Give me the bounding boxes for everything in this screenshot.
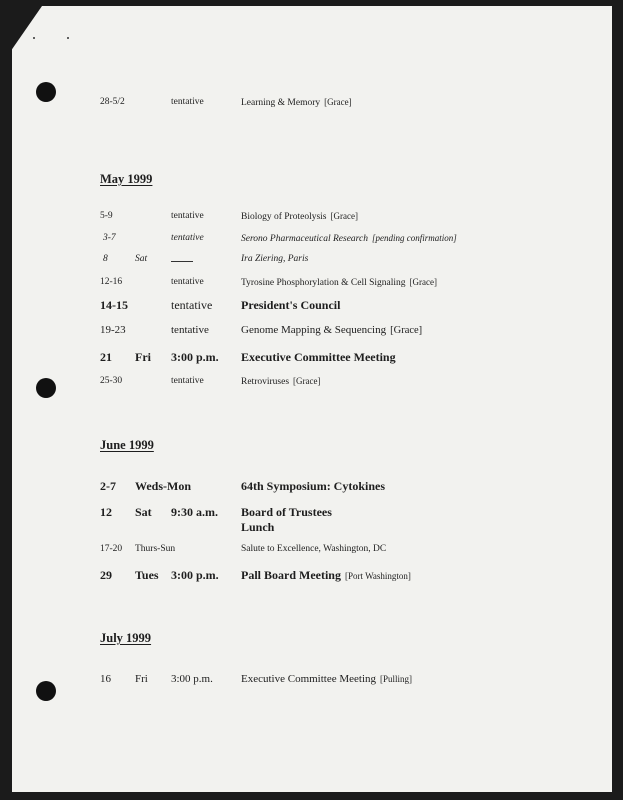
row-event: 64th Symposium: Cytokines	[241, 479, 386, 493]
row-status: tentative	[171, 298, 213, 312]
row-day: Fri	[135, 673, 148, 685]
row-time: 3:00 p.m.	[171, 350, 219, 364]
row-status: tentative	[171, 277, 204, 287]
row-status: tentative	[171, 376, 204, 386]
paper-speck	[67, 37, 69, 39]
row-date: 17-20	[100, 544, 123, 554]
punch-hole-bottom	[36, 681, 56, 701]
row-status: tentative	[171, 233, 204, 243]
row-event: Retroviruses [Grace]	[241, 376, 321, 387]
row-day: Thurs-Sun	[135, 544, 176, 554]
row-date: 25-30	[100, 376, 123, 386]
row-date: 3-7	[103, 233, 116, 243]
month-heading-july: July 1999	[100, 631, 152, 645]
row-event: Learning & Memory [Grace]	[241, 97, 352, 108]
row-status: tentative	[171, 211, 204, 221]
row-date: 8	[103, 254, 108, 264]
row-event: Board of Trustees Lunch	[241, 505, 332, 534]
row-date: 2-7	[100, 479, 116, 493]
row-event: Biology of Proteolysis [Grace]	[241, 211, 358, 222]
row-date: 14-15	[100, 298, 128, 312]
row-day: Weds-Mon	[135, 479, 192, 493]
row-event: Pall Board Meeting [Port Washington]	[241, 568, 411, 582]
row-event: Ira Ziering, Paris	[241, 254, 309, 264]
row-day: Tues	[135, 568, 159, 582]
row-date: 29	[100, 568, 112, 582]
paper-speck	[33, 37, 35, 39]
row-time: 3:00 p.m.	[171, 568, 219, 582]
row-day: Sat	[135, 505, 152, 519]
row-day: Sat	[135, 254, 148, 264]
punch-hole-top	[36, 82, 56, 102]
row-time: 3:00 p.m.	[171, 673, 213, 685]
month-heading-may: May 1999	[100, 172, 153, 186]
row-event: Executive Committee Meeting [Pulling]	[241, 673, 413, 685]
row-date: 12	[100, 505, 112, 519]
row-date: 19-23	[100, 324, 126, 336]
row-date: 21	[100, 350, 112, 364]
row-date: 28-5/2	[100, 97, 125, 107]
row-status: tentative	[171, 97, 204, 107]
row-event: Genome Mapping & Sequencing [Grace]	[241, 324, 423, 336]
row-time: 9:30 a.m.	[171, 505, 218, 519]
month-heading-june: June 1999	[100, 438, 154, 452]
row-date: 12-16	[100, 277, 123, 287]
row-day: Fri	[135, 350, 151, 364]
row-event: Salute to Excellence, Washington, DC	[241, 544, 387, 554]
row-date: 5-9	[100, 211, 113, 221]
row-date: 16	[100, 673, 111, 685]
punch-hole-middle	[36, 378, 56, 398]
row-event: Executive Committee Meeting	[241, 350, 396, 364]
row-event: Tyrosine Phosphorylation & Cell Signaling [Grace]	[241, 277, 438, 288]
row-status: tentative	[171, 324, 209, 336]
row-event: Serono Pharmaceutical Research [pending confirmation]	[241, 233, 457, 244]
row-event: President's Council	[241, 298, 341, 312]
